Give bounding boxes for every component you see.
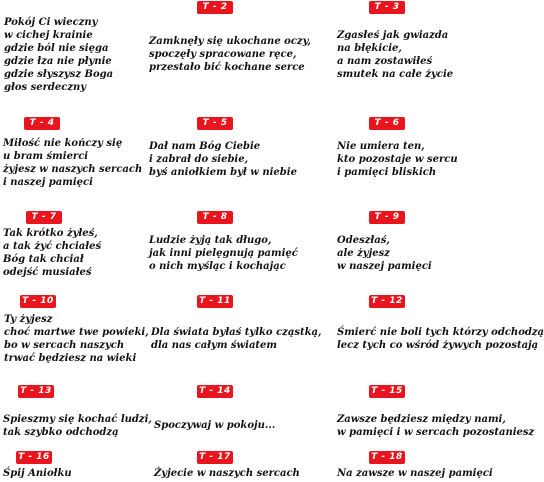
verse-line: przestało bić kochane serce [149,62,305,73]
verse-line: i pamięci bliskich [337,167,437,178]
verse-line: Bóg tak chciał [3,254,84,265]
epitaph-verse [149,35,311,74]
verse-line: u bram śmierci [3,151,89,162]
template-code-badge: T - 8 [197,211,233,224]
verse-line: Dał nam Bóg Ciebie [149,141,261,152]
verse-line: Spieszmy się kochać ludzi, [3,414,152,425]
verse-line: i naszej pamięci [3,177,93,188]
verse-line: dla nas całym światem [151,340,277,351]
verse-line: byś aniołkiem był w niebie [149,167,297,178]
template-code-badge: T - 12 [369,295,405,308]
verse-line: Na zawsze w naszej pamięci [337,468,493,479]
verse-line: spoczęły spracowane ręce, [149,49,297,60]
verse-line: Dla świata byłaś tylko cząstką, [151,327,322,338]
verse-line: Ty żyjesz [4,314,53,325]
verse-line: w cichej krainie [4,30,93,41]
verse-line: na błękicie, [337,43,402,54]
verse-line: Odeszłaś, [337,235,390,246]
verse-line: lecz tych co wśród żywych pozostają [337,340,539,351]
verse-line: smutek na całe życie [337,69,454,80]
verse-line: o nich myśląc i kochając [149,261,286,272]
template-code-badge: T - 9 [369,211,405,224]
template-code-badge: T - 3 [369,1,405,14]
verse-line: odejść musiałeś [3,267,92,278]
verse-line: głos serdeczny [4,82,87,93]
template-code-badge: T - 11 [197,295,233,308]
verse-line: Zgasłeś jak gwiazda [337,30,449,41]
verse-line: gdzie ból nie sięga [4,43,109,54]
epitaph-verse [149,234,298,273]
epitaph-verse [337,234,432,273]
verse-line: Pokój Ci wieczny [4,17,98,28]
verse-line: i zabrał do siebie, [149,154,249,165]
verse-line: żyjesz w naszych sercach [3,164,143,175]
verse-line: Tak krótko żyłeś, [3,228,98,239]
template-code-badge: T - 10 [20,295,56,308]
template-code-badge: T - 14 [197,385,233,398]
verse-line: Spoczywaj w pokoju... [154,420,276,431]
verse-line: w naszej pamięci [337,261,432,272]
epitaph-verse [3,227,101,279]
epitaph-verse [149,140,297,179]
verse-line: choć martwe twe powieki, [4,327,149,338]
verse-line: Zamknęły się ukochane oczy, [149,36,311,47]
epitaph-verse [337,413,534,439]
verse-line: Ludzie żyją tak długo, [149,235,272,246]
epitaph-verse [337,140,458,179]
template-code-badge: T - 16 [16,451,52,464]
verse-line: Śmierć nie boli tych którzy odchodzą [337,327,544,338]
epitaph-verse [3,467,72,480]
template-code-badge: T - 5 [197,117,233,130]
verse-line: Nie umiera ten, [337,141,425,152]
verse-line: a nam zostawiłeś [337,56,433,67]
epitaph-verse [154,467,300,480]
verse-line: Żyjecie w naszych sercach [154,468,300,479]
template-code-badge: T - 6 [369,117,405,130]
epitaph-verse [151,326,321,352]
epitaph-verse [3,413,152,439]
verse-line: bo w sercach naszych [4,340,125,351]
verse-line: tak szybko odchodzą [3,427,119,438]
epitaph-verse [337,326,544,352]
template-code-badge: T - 15 [369,385,405,398]
epitaph-verse [337,467,493,480]
template-code-badge: T - 4 [24,117,60,130]
verse-line: kto pozostaje w sercu [337,154,458,165]
verse-line: gdzie słyszysz Boga [4,69,114,80]
epitaph-verse [154,419,275,432]
verse-line: w pamięci i w sercach pozostaniesz [337,427,535,438]
template-code-badge: T - 17 [197,451,233,464]
template-code-badge: T - 18 [369,451,405,464]
verse-line: trwać będziesz na wieki [4,353,137,364]
epitaph-verse [4,313,149,365]
verse-line: a tak żyć chciałeś [3,241,102,252]
template-code-badge: T - 7 [26,211,62,224]
epitaph-verse [337,29,453,81]
template-code-badge: T - 13 [18,385,54,398]
verse-line: Miłość nie kończy się [3,138,123,149]
verse-line: jak inni pielęgnują pamięć [149,248,298,259]
verse-line: Zawsze będziesz między nami, [337,414,506,425]
epitaph-verse [3,137,142,189]
verse-line: Śpij Aniołku [3,468,72,479]
epitaph-verse [4,16,113,94]
verse-line: ale żyjesz [337,248,390,259]
verse-line: gdzie łza nie płynie [4,56,112,67]
template-code-badge: T - 2 [197,1,233,14]
